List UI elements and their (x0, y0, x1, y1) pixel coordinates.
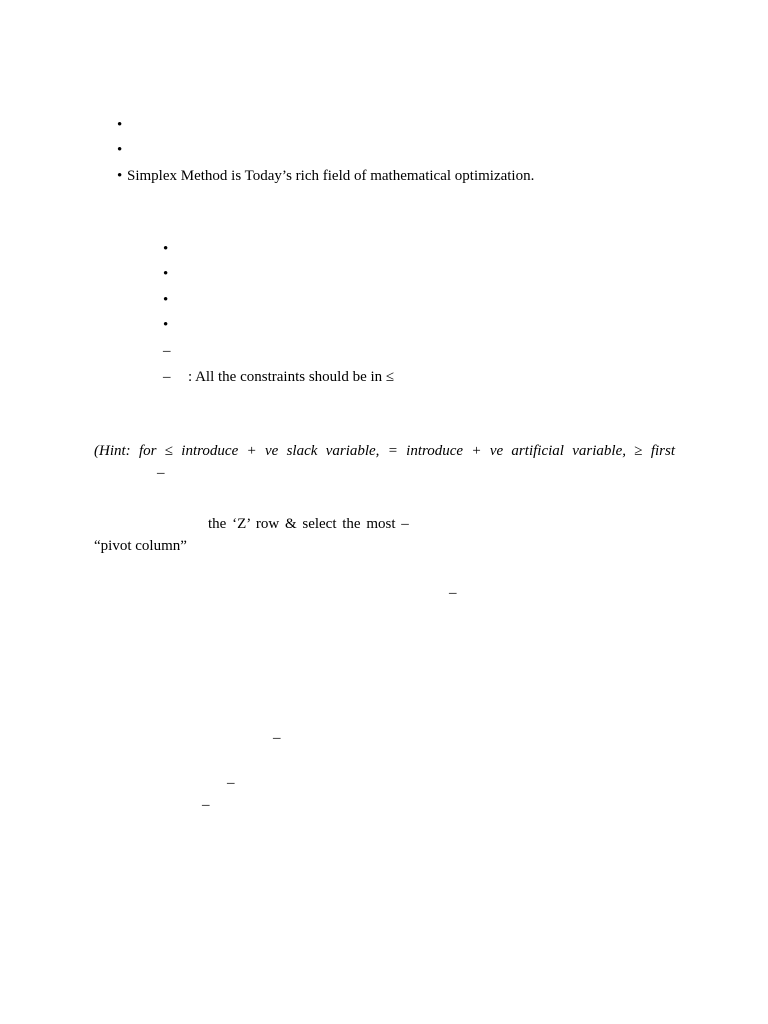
dash-marker: – (157, 465, 165, 481)
bullet-marker: • (163, 241, 169, 257)
bullet-marker: • (163, 292, 169, 308)
hint-line: (Hint: for ≤ introduce + ve slack variable, = introduce + ve artificial variable, ≥ first (94, 443, 675, 459)
dash-marker: – (202, 797, 210, 813)
dash-marker: – (227, 775, 235, 791)
constraint-text: : All the constraints should be in ≤ (188, 369, 395, 385)
dash-marker: – (163, 343, 171, 359)
dash-marker: – (163, 369, 171, 385)
bullet-marker: • (163, 266, 169, 282)
pivot-column-text: “pivot column” (94, 538, 187, 554)
bullet-marker: • (163, 317, 169, 333)
bullet-marker: • (117, 142, 123, 158)
simplex-method-text: Simplex Method is Today’s rich field of mathematical optimization. (127, 168, 535, 184)
dash-marker: – (449, 585, 457, 601)
dash-marker: – (273, 730, 281, 746)
bullet-marker: • (117, 117, 123, 133)
bullet-marker: • (117, 168, 123, 184)
z-row-text: the ‘Z’ row & select the most – (208, 516, 409, 532)
